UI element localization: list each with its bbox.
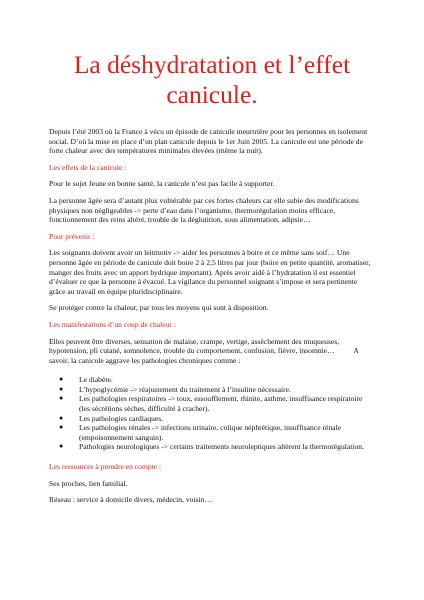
list-item-text: Les pathologies respiratoires -> toux, essoufflement, rhinite, asthme, insuffisance respiratoire (les sécrétions sèches, difficulté à cracher). bbox=[79, 394, 363, 414]
bullet-icon: ● bbox=[59, 394, 64, 403]
section-heading-manifestations: Les manifestations d’un coup de chaleur : bbox=[49, 319, 176, 329]
document-body bbox=[49, 127, 375, 505]
bullet-icon: ● bbox=[59, 423, 64, 432]
section-heading-ressources: Les ressources à prendre en compte : bbox=[49, 462, 162, 472]
paragraph: Réseau : service à domicile divers, médecin, voisin… bbox=[49, 495, 213, 505]
section-heading-effets: Les effets de la canicule : bbox=[49, 162, 127, 172]
list-item-text: Le diabète. bbox=[79, 375, 113, 385]
list-item-text: Les pathologies rénales -> infections urinaire, colique néphrétique, insuffisance rénale (empoisonnement sanguin). bbox=[79, 423, 342, 442]
pathologies-list bbox=[49, 375, 375, 452]
list-item bbox=[49, 414, 375, 424]
section-heading-prevenir: Pour prévenir : bbox=[49, 231, 95, 241]
paragraph: Les soignants doivent avoir un leitmotiv -> aider les personnes à boire et ce même sans soif… Une personne âgée en période de canicule doit boire 2 à 2,5 litres par jour (boire en petite quantité, aromatiser, manger des fruits avec un apport hydrique important). Après avoir aidé à l’hydratation il est essentiel d’évaluer ce que la personne à évacué. La vigilance du personnel soignant s’impose et sera pertinente grâce au travail en équipe pluridisciplinaire. bbox=[49, 248, 371, 296]
paragraph: Elles peuvent être diverses, sensation de malaise, crampe, vertige, assèchement des muqueuses, hypotension, pli cutané, somnolence, trouble du comportement, confusion, fièvre, insomnie… A savoir, la canicule aggrave les pathologies chroniques comme : bbox=[49, 336, 361, 365]
paragraph: La personne âgée sera d’autant plus vulnérable par ces fortes chaleurs car elle subie des modifications physiques non négligeables -> perte d’eau dans l’organisme, thermorégulation moins efficace, fonctionnement des reins altéré, trouble de la déglutition, sous alimentation, adipsie… bbox=[49, 195, 359, 225]
paragraph: Se protéger contre la chaleur, par tous les moyens qui sont à disposition. bbox=[49, 303, 269, 313]
list-item-text: Pathologies neurologiques -> certains traitements neuroleptiques altèrent la thermorégulation. bbox=[79, 442, 364, 452]
list-item bbox=[49, 385, 375, 395]
page-title: La déshydratation et l’effet canicule. bbox=[73, 50, 351, 109]
list-item bbox=[49, 394, 375, 413]
list-item-text: L’hypoglycémie -> réajustement du traitement à l’insuline nécessaire. bbox=[79, 384, 291, 394]
list-item bbox=[49, 423, 375, 442]
list-item-text: Les pathologies cardiaques. bbox=[79, 413, 164, 423]
intro-paragraph: Depuis l’été 2003 où la France à vécu un épisode de canicule meurtrière pour les personnes en isolement social. D’où la mise en place d’un plan canicule depuis le 1er Juin 2005. La canicule est une période de forte chaleur avec des températures minimales élevées (même la nuit). bbox=[49, 127, 368, 156]
paragraph: Pour le sujet Jeune en bonne santé, la canicule n’est pas facile à supporter. bbox=[49, 179, 275, 189]
list-item bbox=[49, 375, 375, 385]
bullet-icon: ● bbox=[59, 442, 64, 451]
list-item bbox=[49, 442, 375, 452]
bullet-icon: ● bbox=[59, 375, 64, 384]
bullet-icon: ● bbox=[59, 413, 64, 422]
paragraph: Ses proches, lien familial. bbox=[49, 478, 128, 488]
bullet-icon: ● bbox=[59, 384, 64, 393]
